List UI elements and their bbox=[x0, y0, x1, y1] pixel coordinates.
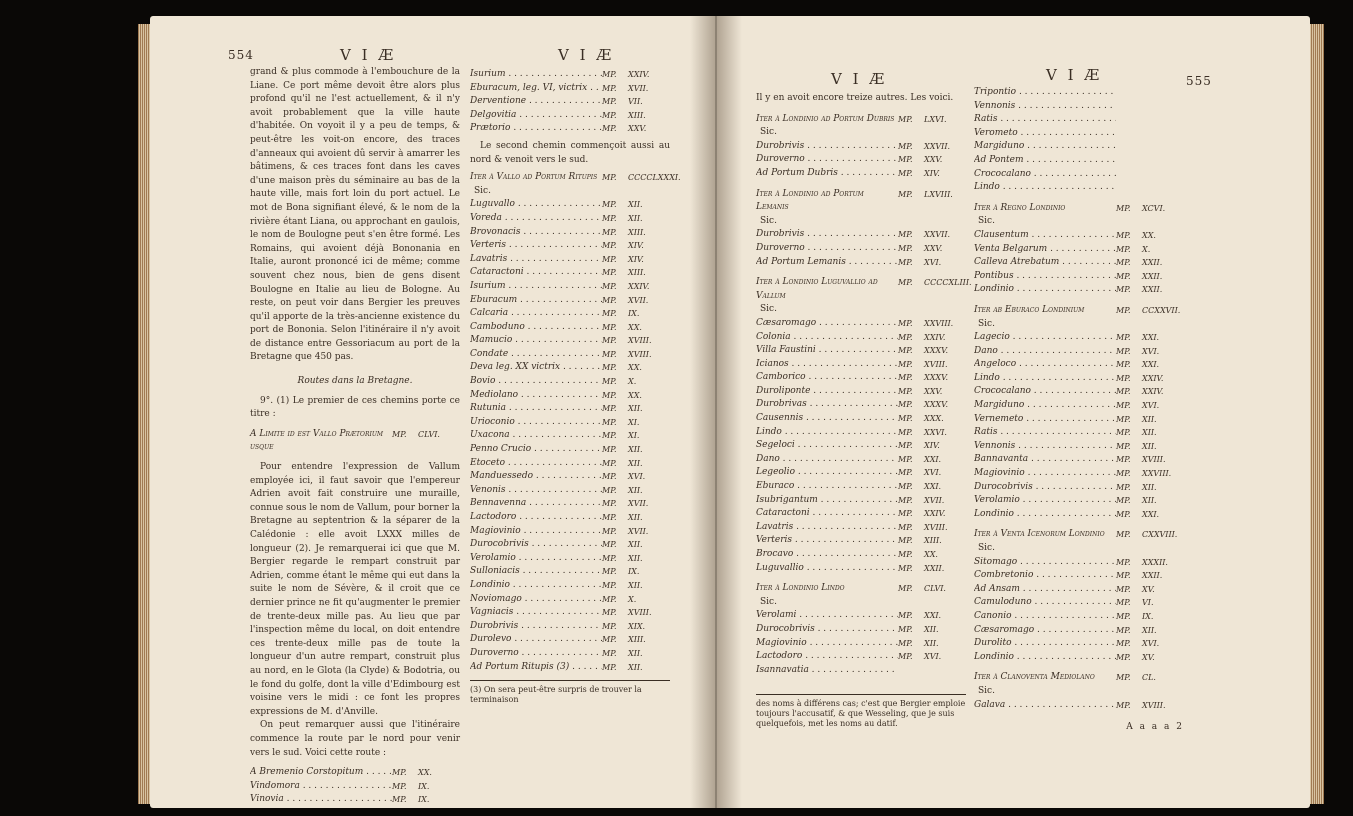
station-row: A Bremenio Corstopitum . . . MP. XX. bbox=[250, 766, 460, 780]
station-row: Causennis . . . MP. XXX. bbox=[756, 412, 966, 426]
station-row: Camuloduno . . . MP. VI. bbox=[974, 596, 1184, 610]
sic-label: Sic. bbox=[760, 596, 777, 607]
station-row: Cataractoni . . . MP. XXIV. bbox=[756, 507, 966, 521]
station-row: Durobrivas . . . MP. XXXV. bbox=[756, 398, 966, 412]
left-page bbox=[150, 16, 716, 808]
station-row: Prætorio . . . MP. XXV. bbox=[470, 122, 670, 136]
iter-heading: Iter à Venta Icenorum Londinio MP. CXXVIII. bbox=[974, 529, 1178, 540]
station-row: Lavatris . . . MP. XVIII. bbox=[756, 521, 966, 535]
station-row: Calcaria . . . MP. IX. bbox=[470, 307, 670, 321]
station-list bbox=[250, 766, 460, 808]
footnote-rule bbox=[756, 694, 966, 695]
station-row: Brocavo . . . MP. XX. bbox=[756, 548, 966, 562]
station-row: Magiovinio . . . MP. XVII. bbox=[470, 525, 670, 539]
station-row: Vinovia . . . MP. IX. bbox=[250, 793, 460, 807]
station-row: Durobrivis . . . MP. XIX. bbox=[470, 620, 670, 634]
station-row: Dano . . . MP. XXI. bbox=[756, 453, 966, 467]
iter-heading: Iter à Londinio ad Portum Lemanis MP. LXVIII. bbox=[756, 188, 953, 213]
sic-label: Sic. bbox=[978, 543, 995, 553]
station-row: Londinio . . . MP. XV. bbox=[974, 651, 1184, 665]
iter-heading: Iter à Vallo ad Portum Ritupis MP. CCCCLXXXI. bbox=[470, 172, 681, 183]
station-row: Durocobrivis . . . MP. XII. bbox=[756, 623, 966, 637]
station-row: Voreda . . . MP. XII. bbox=[470, 212, 670, 226]
right-column-1 bbox=[756, 92, 972, 729]
station-row: Etoceto . . . MP. XII. bbox=[470, 457, 670, 471]
station-row: Sitomago . . . MP. XXXII. bbox=[974, 556, 1184, 570]
station-row: Vernemeto . . . MP. XII. bbox=[974, 413, 1184, 427]
page-number: 555 bbox=[1186, 74, 1212, 88]
station-row: Derventione . . . MP. VII. bbox=[470, 95, 670, 109]
sic-label: Sic. bbox=[760, 127, 777, 138]
right-page bbox=[716, 16, 1310, 808]
running-head: V I Æ bbox=[558, 46, 615, 64]
station-row: Verolami . . . MP. XXI. bbox=[756, 609, 966, 623]
section-title: Routes dans la Bretagne. bbox=[297, 376, 413, 387]
station-row: Calleva Atrebatum . . . MP. XXII. bbox=[974, 256, 1184, 270]
station-row: Verteris . . . MP. XIII. bbox=[756, 534, 966, 548]
station-row: Ad Portum Dubris . . . MP. XIV. bbox=[756, 167, 966, 181]
station-row bbox=[250, 807, 460, 808]
paragraph: grand & plus commode à l'embouchure de la Liane. Ce port même devoit être alors plus profond qu'il ne l'est actuellement, & il n'y avoit probablement que la ville haute d'habitée. On voyoit il y a peu de temps, & peut-être les voit-on encore, des traces d'anneaux qui avoient dû servir à amarrer les bâtimens, & ces traces font dans les caves d'une maison près du séminaire au bas de la haute ville, mais fort loin du port actuel. Le mot de Bona signifiant élevé, & le nom de la rivière étant Liana, ou approchant en gaulois, le nom de Boulogne peut s'en être formé. Les Romains, qui avoient déjà Bononania en Italie, auront prononcé ici de même; comme souvent chez nous, bien de gens disent Boulogne en Italie au lieu de Bologne. Au reste, on peut voir dans Bergier les preuves qu'il apporte de la très-ancienne existence du port de Bononia. Selon l'itinéraire il n'y avoit de distance entre Gessoriacum au port de la Bretagne que 450 pas. bbox=[250, 67, 460, 363]
station-row: Durolito . . . MP. XVI. bbox=[974, 637, 1184, 651]
station-row: Londinio . . . MP. XII. bbox=[470, 579, 670, 593]
station-row: Luguvallio . . . MP. XXII. bbox=[756, 562, 966, 576]
station-row: Cataractoni . . . MP. XIII. bbox=[470, 266, 670, 280]
paragraph: 9°. (1) Le premier de ces chemins porte ce titre : bbox=[250, 395, 460, 420]
station-row: Isurium . . . MP. XXIV. bbox=[470, 280, 670, 294]
station-row: Verteris . . . MP. XIV. bbox=[470, 239, 670, 253]
itineraries bbox=[756, 113, 972, 685]
station-row: Bovio . . . MP. X. bbox=[470, 375, 670, 389]
station-row: Delgovitia . . . MP. XIII. bbox=[470, 109, 670, 123]
station-row: Lavatris . . . MP. XIV. bbox=[470, 253, 670, 267]
station-row: Verolamio . . . MP. XII. bbox=[470, 552, 670, 566]
station-row: Isurium . . . MP. XXIV. bbox=[470, 68, 670, 82]
running-head: V I Æ bbox=[1046, 66, 1103, 84]
station-row: Verometo . . . bbox=[974, 127, 1184, 141]
station-row: Condate . . . MP. XVIII. bbox=[470, 348, 670, 362]
station-row: Penno Crucio . . . MP. XII. bbox=[470, 443, 670, 457]
station-row: Camboduno . . . MP. XX. bbox=[470, 321, 670, 335]
station-row: Lactodoro . . . MP. XII. bbox=[470, 511, 670, 525]
footnote-rule bbox=[470, 680, 670, 681]
station-row: Mediolano . . . MP. XX. bbox=[470, 389, 670, 403]
station-row: Villa Faustini . . . MP. XXXV. bbox=[756, 344, 966, 358]
paragraph: Il y en avoit encore treize autres. Les voici. bbox=[756, 93, 954, 103]
station-row: Deva leg. XX victrix . . . MP. XX. bbox=[470, 361, 670, 375]
iter-heading: Iter à Londinio Luguvallio ad Vallum MP. CCCCXLIII. bbox=[756, 277, 972, 301]
station-row: Margiduno . . . bbox=[974, 140, 1184, 154]
station-row: Clausentum . . . MP. XX. bbox=[974, 229, 1184, 243]
iter-heading: Iter à Londinio Lindo MP. CLVI. bbox=[756, 583, 946, 594]
sic-label: Sic. bbox=[760, 215, 777, 226]
footnote: des noms à différens cas; c'est que Bergier emploie toujours l'accusatif, & que Wesseling, que je suis quelquefois, met les noms au datif. bbox=[756, 699, 966, 729]
iter-heading: A Limite id est Vallo Prætorium usque MP. CLVI. bbox=[250, 428, 440, 453]
station-row: Bannavanta . . . MP. XVIII. bbox=[974, 453, 1184, 467]
station-row: Sulloniacis . . . MP. IX. bbox=[470, 565, 670, 579]
book-gutter bbox=[690, 16, 742, 808]
iter-heading: Iter à Clanoventa Mediolano MP. CL. bbox=[974, 672, 1156, 683]
station-row: Uxacona . . . MP. XI. bbox=[470, 429, 670, 443]
station-row: Crococalano . . . bbox=[974, 168, 1184, 182]
station-list bbox=[974, 86, 1184, 195]
iter-heading: Iter ab Eburaco Londinium MP. CCXXVII. bbox=[974, 304, 1181, 315]
station-row: Crococalano . . . MP. XXIV. bbox=[974, 385, 1184, 399]
station-row: Vennonis . . . bbox=[974, 100, 1184, 114]
station-row: Tripontio . . . bbox=[974, 86, 1184, 100]
station-row: Magiovinio . . . MP. XII. bbox=[756, 637, 966, 651]
station-row: Legeolio . . . MP. XVI. bbox=[756, 466, 966, 480]
paragraph: Pour entendre l'expression de Vallum employée ici, il faut savoir que l'empereur Adrien avoit fait construire une muraille, connue sous le nom de Vallum, pour borner la Bretagne au septentrion & la séparer de la Calédonie : elle avoit LXXX milles de longueur (2). Je remarquerai ici que que M. Bergier regarde le rempart construit par Adrien, comme étant le même qui eut dans la suite le nom de Sévère, & il croit que ce dernier prince ne fit qu'augmenter le premier de trente-deux mille pas. Au lieu que par l'inspection même du local, on doit entendre ces trente-deux mille pas de toute la longueur d'un autre rempart, construit plus au nord, en le Glota (la Clyde) & Bodotria, ou le fond du golfe, dont la ville d'Edimbourg est voisine vers le midi : ce font les propres expressions de M. d'Anville. bbox=[250, 462, 460, 717]
station-row: Segeloci . . . MP. XIV. bbox=[756, 439, 966, 453]
station-row: Icianos . . . MP. XVIII. bbox=[756, 358, 966, 372]
station-row: Noviomago . . . MP. X. bbox=[470, 593, 670, 607]
station-row: Margiduno . . . MP. XVI. bbox=[974, 399, 1184, 413]
station-row: Ratis . . . MP. XII. bbox=[974, 426, 1184, 440]
station-row: Magiovinio . . . MP. XXVIII. bbox=[974, 467, 1184, 481]
station-row: Ratis . . . bbox=[974, 113, 1184, 127]
station-row: Durolevo . . . MP. XIII. bbox=[470, 633, 670, 647]
station-row: Camborico . . . MP. XXXV. bbox=[756, 371, 966, 385]
station-row: Durobrivis . . . MP. XXVII. bbox=[756, 140, 966, 154]
station-row: Mamucio . . . MP. XVIII. bbox=[470, 334, 670, 348]
sic-label: Sic. bbox=[474, 185, 491, 196]
station-row: Canonio . . . MP. IX. bbox=[974, 610, 1184, 624]
station-row: Manduessedo . . . MP. XVI. bbox=[470, 470, 670, 484]
station-row: Ad Pontem . . . bbox=[974, 154, 1184, 168]
station-row: Londinio . . . MP. XXI. bbox=[974, 508, 1184, 522]
station-row: Duroverno . . . MP. XXV. bbox=[756, 153, 966, 167]
station-row: Duroliponte . . . MP. XXV. bbox=[756, 385, 966, 399]
itineraries bbox=[974, 202, 1184, 719]
left-column-2 bbox=[470, 68, 681, 705]
station-row: Durobrivis . . . MP. XXVII. bbox=[756, 228, 966, 242]
station-row: Cæsaromago . . . MP. XXVIII. bbox=[756, 317, 966, 331]
station-row: Verolamio . . . MP. XII. bbox=[974, 494, 1184, 508]
station-row: Pontibus . . . MP. XXII. bbox=[974, 270, 1184, 284]
station-row: Ad Portum Ritupis (3) . . . MP. XII. bbox=[470, 661, 670, 675]
station-row: Colonia . . . MP. XXIV. bbox=[756, 331, 966, 345]
sic-label: Sic. bbox=[978, 685, 995, 696]
station-row: Eburaco . . . MP. XXI. bbox=[756, 480, 966, 494]
station-row: Durocobrivis . . . MP. XII. bbox=[974, 481, 1184, 495]
station-row: Vagniacis . . . MP. XVIII. bbox=[470, 606, 670, 620]
station-row: Urioconio . . . MP. XI. bbox=[470, 416, 670, 430]
station-row: Lindo . . . MP. XXIV. bbox=[974, 372, 1184, 386]
station-row: Galava . . . MP. XVIII. bbox=[974, 699, 1184, 713]
station-row: Venta Belgarum . . . MP. X. bbox=[974, 243, 1184, 257]
station-row: Durocobrivis . . . MP. XII. bbox=[470, 538, 670, 552]
station-row: Lindo . . . bbox=[974, 181, 1184, 195]
right-column-2 bbox=[974, 86, 1184, 735]
left-column-1 bbox=[250, 66, 460, 808]
running-head: V I Æ bbox=[831, 70, 888, 88]
station-row: Lindo . . . MP. XXVI. bbox=[756, 426, 966, 440]
station-list bbox=[470, 68, 670, 136]
paragraph: Le second chemin commençoit aussi au nord & venoit vers le sud. bbox=[470, 140, 670, 165]
station-row: Ad Ansam . . . MP. XV. bbox=[974, 583, 1184, 597]
station-row: Duroverno . . . MP. XII. bbox=[470, 647, 670, 661]
iter-heading: Iter à Regno Londinio MP. XCVI. bbox=[974, 202, 1166, 213]
station-row: Isubrigantum . . . MP. XVII. bbox=[756, 494, 966, 508]
signature-mark: A a a a 2 bbox=[1126, 722, 1184, 733]
station-row: Eburacum . . . MP. XVII. bbox=[470, 294, 670, 308]
paragraph: On peut remarquer aussi que l'itinéraire commence la route par le nord pour venir vers le sud. Voici cette route : bbox=[250, 720, 460, 758]
iter-heading: Iter à Londinio ad Portum Dubris MP. LXVI. bbox=[756, 113, 947, 124]
page-number: 554 bbox=[228, 48, 254, 62]
station-row: Eburacum, leg. VI, victrix . . . MP. XVII. bbox=[470, 82, 670, 96]
station-row: Rutunia . . . MP. XII. bbox=[470, 402, 670, 416]
station-row: Ad Portum Lemanis . . . MP. XVI. bbox=[756, 256, 966, 270]
station-row: Bennavenna . . . MP. XVII. bbox=[470, 497, 670, 511]
station-row: Vennonis . . . MP. XII. bbox=[974, 440, 1184, 454]
open-book bbox=[150, 16, 1310, 808]
station-row: Vindomora . . . MP. IX. bbox=[250, 780, 460, 794]
station-row: Cæsaromago . . . MP. XII. bbox=[974, 624, 1184, 638]
station-row: Londinio . . . MP. XXII. bbox=[974, 283, 1184, 297]
station-row: Lactodoro . . . MP. XVI. bbox=[756, 650, 966, 664]
station-list bbox=[470, 198, 670, 674]
station-row: Luguvallo . . . MP. XII. bbox=[470, 198, 670, 212]
station-row: Venonis . . . MP. XII. bbox=[470, 484, 670, 498]
sic-label: Sic. bbox=[760, 304, 777, 315]
station-row: Duroverno . . . MP. XXV. bbox=[756, 242, 966, 256]
sic-label: Sic. bbox=[978, 216, 995, 227]
station-row: Brovonacis . . . MP. XIII. bbox=[470, 226, 670, 240]
sic-label: Sic. bbox=[978, 318, 995, 329]
footnote: (3) On sera peut-être surpris de trouver la terminaison bbox=[470, 685, 642, 705]
station-row: Angeloco . . . MP. XXI. bbox=[974, 358, 1184, 372]
running-head: V I Æ bbox=[340, 46, 397, 64]
station-row: Lagecio . . . MP. XXI. bbox=[974, 331, 1184, 345]
station-row: Combretonio . . . MP. XXII. bbox=[974, 569, 1184, 583]
station-row: Isannavatia . . . bbox=[756, 664, 966, 678]
station-row: Dano . . . MP. XVI. bbox=[974, 345, 1184, 359]
